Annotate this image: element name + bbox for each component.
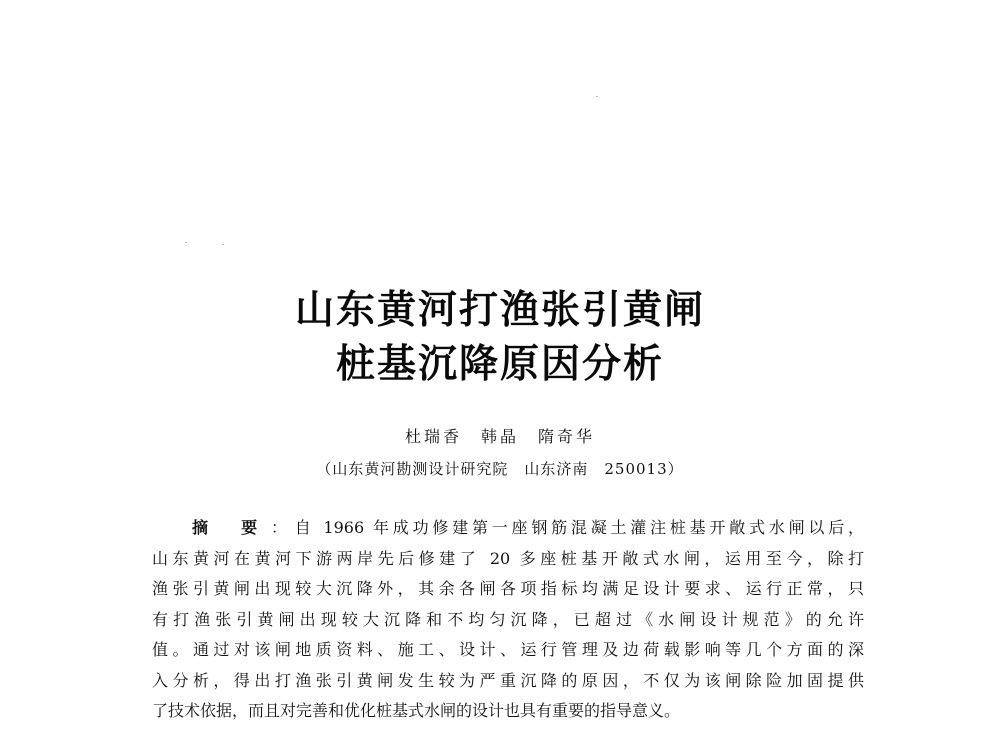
abstract-line-5: 值。通过对该闸地质资料、施工、设计、运行管理及边荷载影响等几个方面的深 <box>152 640 864 659</box>
title-line-2: 桩基沉降原因分析 <box>335 341 664 387</box>
abstract-line-1 <box>152 513 864 544</box>
abstract-line-6: 入分析，得出打渔张引黄闸发生较为严重沉降的原因，不仅为该闸除险加固提供 <box>152 670 864 690</box>
abstract-text: 自 1966 年成功修建第一座钢筋混凝土灌注桩基开敞式水闸以后， <box>294 518 864 537</box>
abstract-line-2: 山东黄河在黄河下游两岸先后修建了 20 多座桩基开敞式水闸，运用至今，除打 <box>152 548 864 568</box>
abstract <box>152 513 864 727</box>
abstract-label: 摘 要 <box>192 518 271 537</box>
abstract-line-3: 渔张引黄闸出现较大沉降外，其余各闸各项指标均满足设计要求、运行正常，只 <box>152 579 864 598</box>
scan-speck <box>222 244 224 245</box>
scan-speck <box>185 242 187 243</box>
authors: 杜瑞香 韩晶 隋奇华 <box>404 427 595 446</box>
abstract-line-7: 了技术依据，而且对完善和优化桩基式水闸的设计也具有重要的指导意义。 <box>152 701 681 720</box>
abstract-line-4: 有打渔张引黄闸出现较大沉降和不均匀沉降，已超过《水闸设计规范》的允许 <box>152 609 864 629</box>
title-line-1: 山东黄河打渔张引黄闸 <box>294 287 705 333</box>
abstract-label-colon: ： <box>270 518 291 537</box>
paper-title <box>0 283 1000 391</box>
scan-speck <box>596 96 598 97</box>
affiliation: （山东黄河勘测设计研究院 山东济南 250013） <box>316 460 684 478</box>
